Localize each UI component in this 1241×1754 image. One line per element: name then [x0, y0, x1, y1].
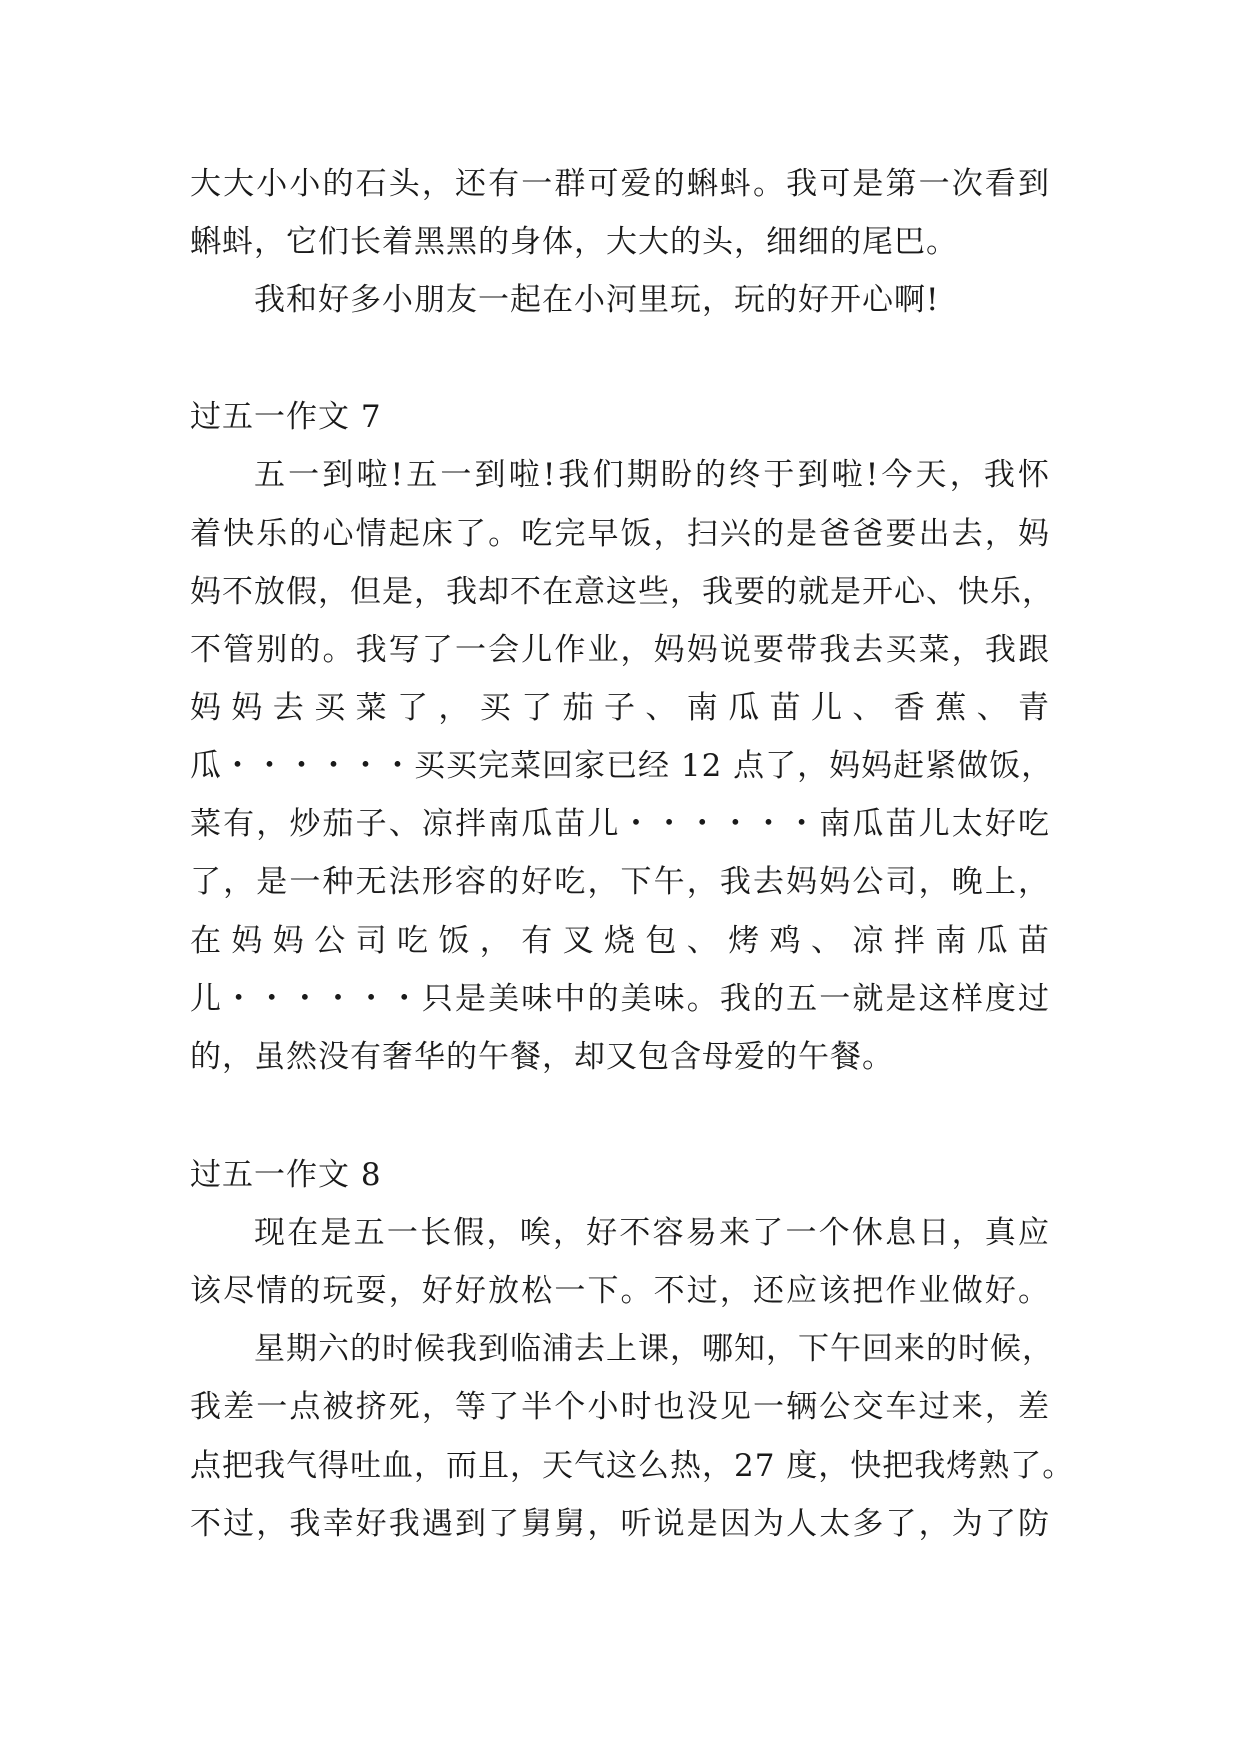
paragraph-line: 不过，我幸好我遇到了舅舅，听说是因为人太多了，为了防 — [190, 1506, 1050, 1542]
paragraph-line: 的，虽然没有奢华的午餐，却又包含母爱的午餐。 — [190, 1039, 894, 1075]
paragraph-line: 瓜・・・・・・买买完菜回家已经 12 点了，妈妈赶紧做饭， — [190, 748, 1054, 784]
paragraph-line: 妈妈去买菜了，买了茄子、南瓜苗儿、香蕉、青 — [190, 690, 1050, 726]
paragraph-line: 现在是五一长假，唉，好不容易来了一个休息日，真应 — [254, 1215, 1050, 1251]
paragraph-line: 五一到啦!五一到啦!我们期盼的终于到啦!今天，我怀 — [254, 457, 1050, 493]
paragraph-line: 蝌蚪，它们长着黑黑的身体，大大的头，细细的尾巴。 — [190, 224, 958, 260]
paragraph-line: 我和好多小朋友一起在小河里玩，玩的好开心啊! — [254, 282, 940, 318]
paragraph-line: 儿・・・・・・只是美味中的美味。我的五一就是这样度过 — [190, 981, 1050, 1017]
paragraph-line: 大大小小的石头，还有一群可爱的蝌蚪。我可是第一次看到 — [190, 166, 1050, 202]
paragraph-line: 不管别的。我写了一会儿作业，妈妈说要带我去买菜，我跟 — [190, 632, 1050, 668]
paragraph-line: 妈不放假，但是，我却不在意这些，我要的就是开心、快乐， — [190, 574, 1054, 610]
paragraph-line: 着快乐的心情起床了。吃完早饭，扫兴的是爸爸要出去，妈 — [190, 516, 1050, 552]
essay-7-title: 过五一作文 7 — [190, 399, 382, 435]
essay-8-title: 过五一作文 8 — [190, 1157, 382, 1193]
paragraph-line: 我差一点被挤死，等了半个小时也没见一辆公交车过来，差 — [190, 1389, 1050, 1425]
paragraph-line: 星期六的时候我到临浦去上课，哪知，下午回来的时候， — [254, 1331, 1054, 1367]
paragraph-line: 点把我气得吐血，而且，天气这么热，27 度，快把我烤熟了。 — [190, 1448, 1075, 1484]
paragraph-line: 菜有，炒茄子、凉拌南瓜苗儿・・・・・・南瓜苗儿太好吃 — [190, 806, 1050, 842]
paragraph-line: 该尽情的玩耍，好好放松一下。不过，还应该把作业做好。 — [190, 1273, 1050, 1309]
paragraph-line: 在妈妈公司吃饭，有叉烧包、烤鸡、凉拌南瓜苗 — [190, 923, 1050, 959]
paragraph-line: 了，是一种无法形容的好吃，下午，我去妈妈公司，晚上， — [190, 864, 1050, 900]
